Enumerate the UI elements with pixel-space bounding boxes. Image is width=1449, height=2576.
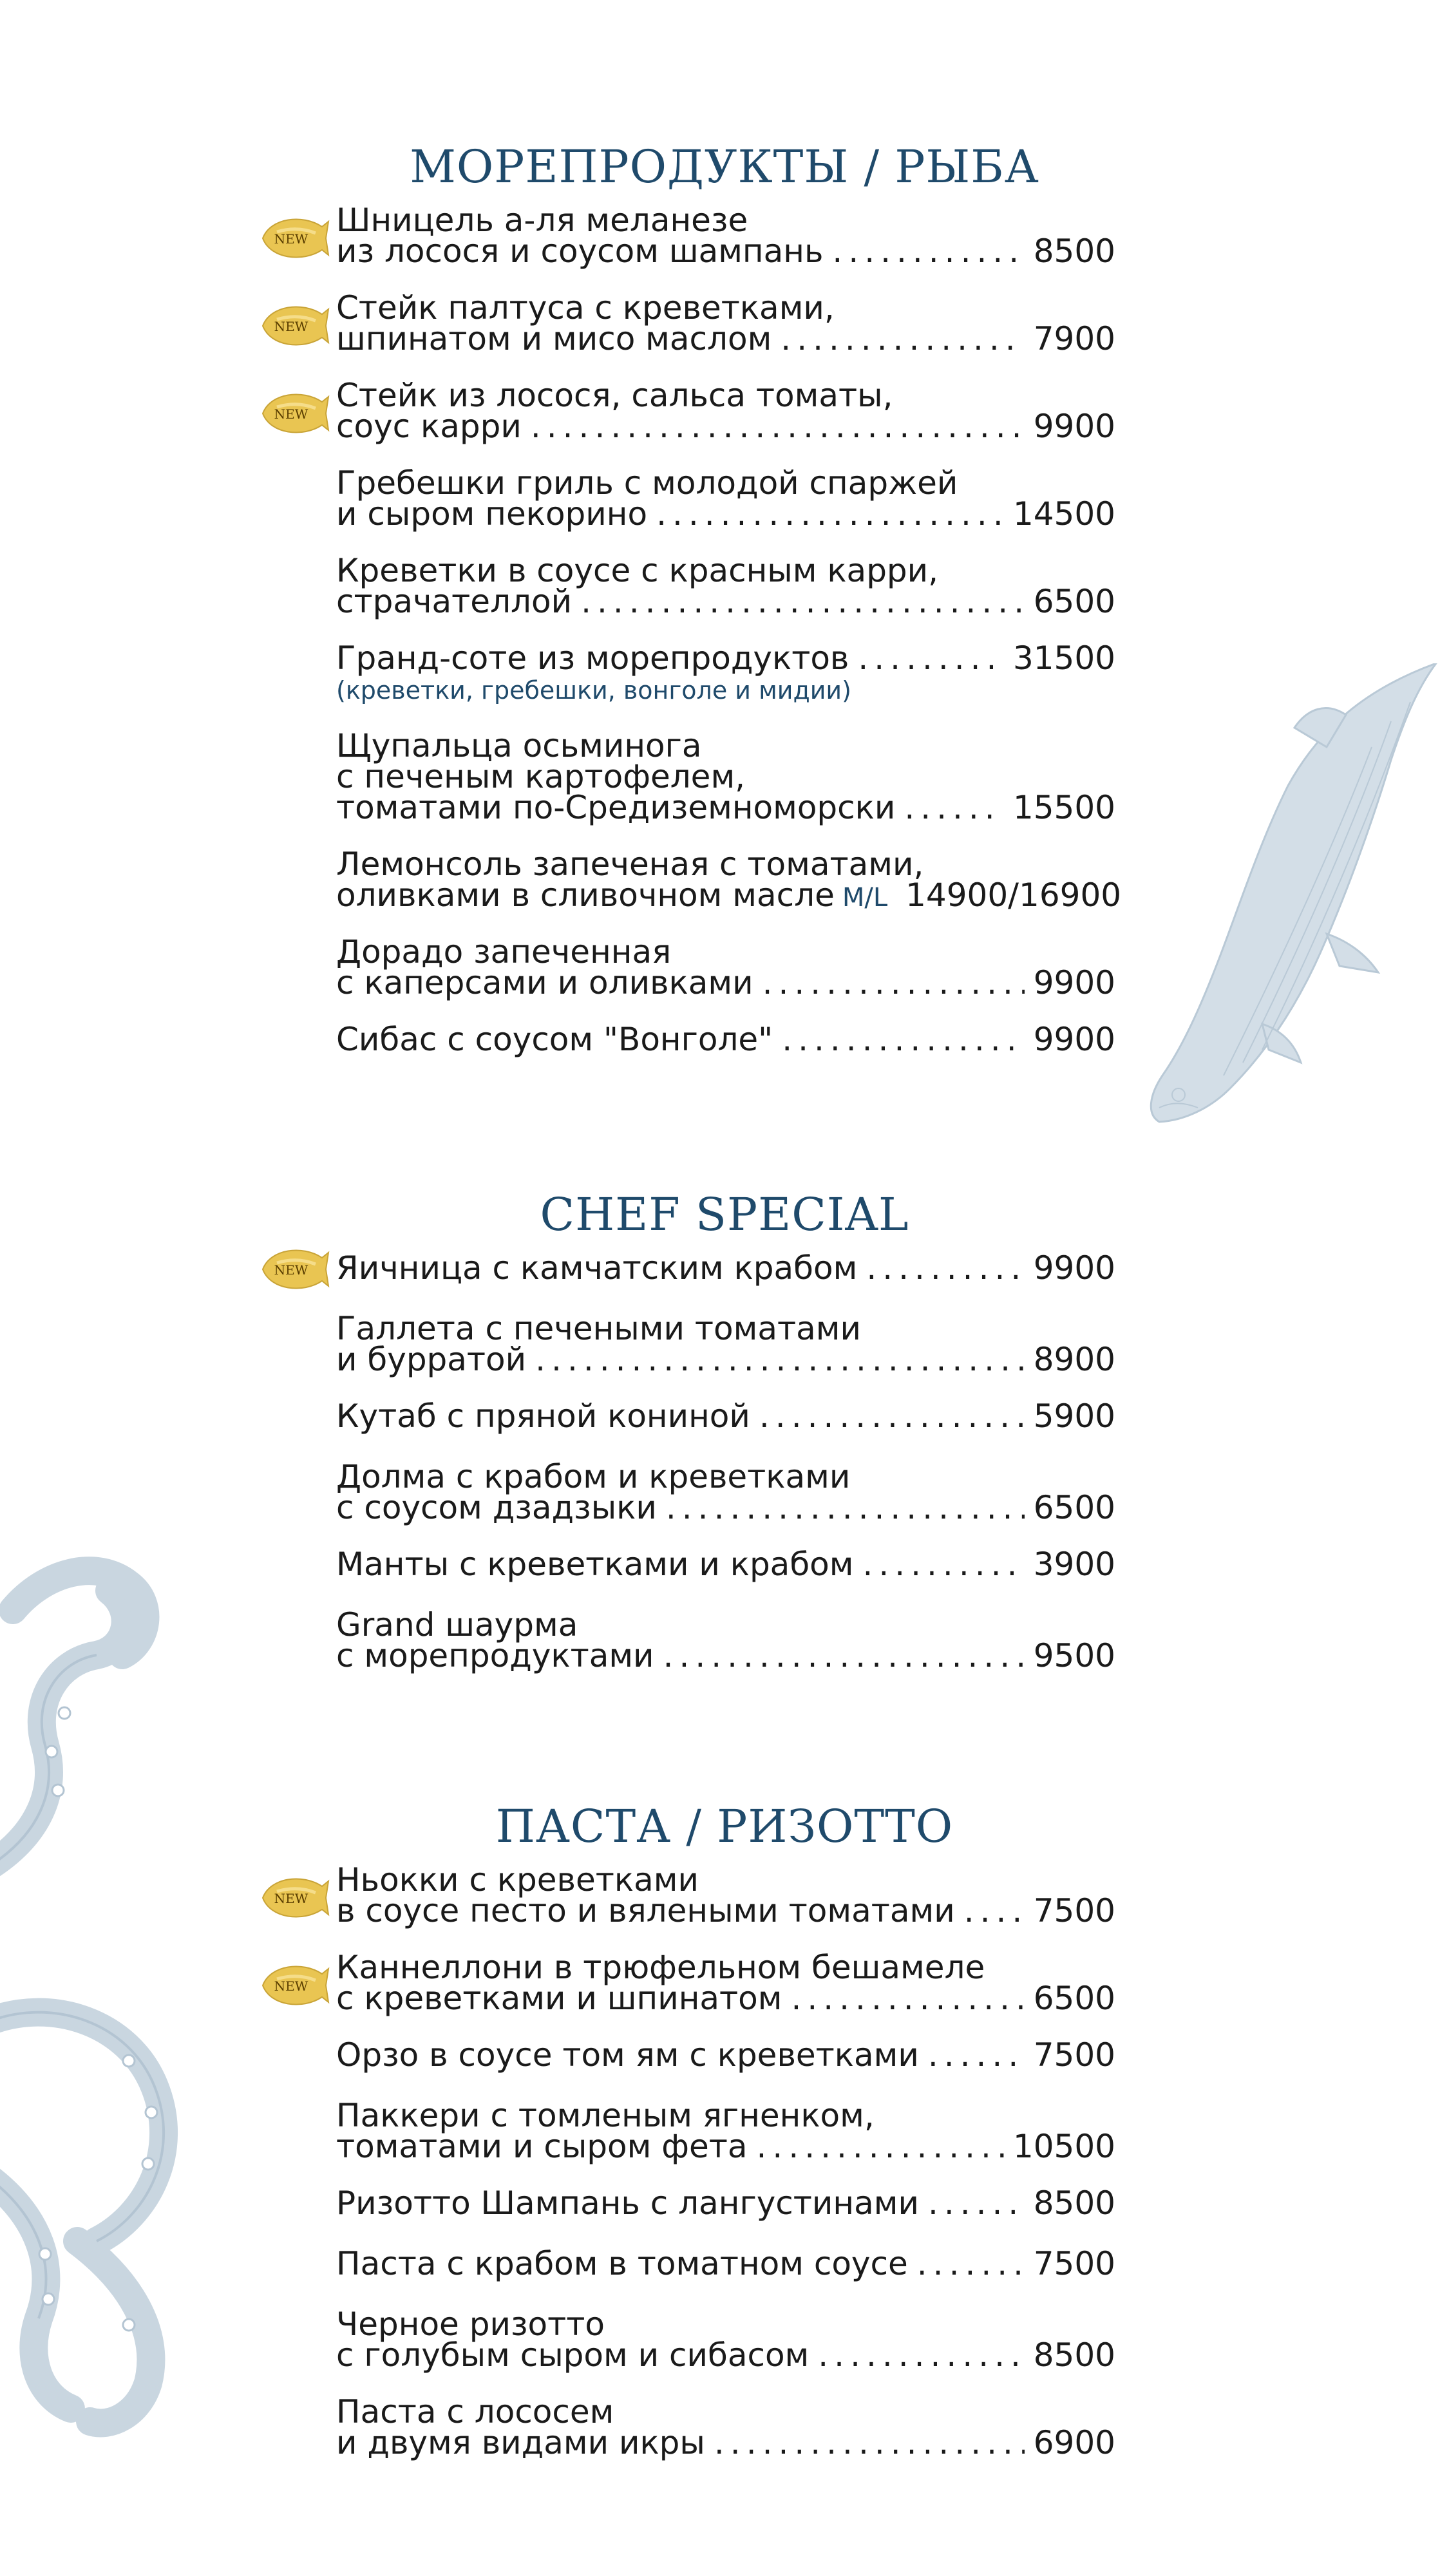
menu-item-name-line: с печеным картофелем, (336, 758, 746, 795)
menu-item-name-line: из лосося и соусом шампань (336, 232, 824, 270)
section-title-chef-special: CHEF SPECIAL (540, 1188, 909, 1241)
menu-item-name-line: шпинатом и мисо маслом (336, 320, 772, 357)
menu-item (336, 2184, 1115, 2222)
menu-item (336, 552, 1115, 620)
dot-leader (782, 1024, 1025, 1055)
menu-item-price: 15500 (1012, 789, 1115, 826)
menu-item-price: 7500 (1033, 1892, 1115, 1929)
menu-item-name-line: с голубым сыром и сибасом (336, 2336, 810, 2374)
menu-item (336, 202, 1115, 270)
dot-leader (656, 498, 1004, 529)
menu-item-name-line: Ньокки с креветками (336, 1861, 699, 1899)
menu-item (336, 639, 1115, 705)
dot-leader (757, 2131, 1004, 2162)
menu-item (336, 727, 1115, 826)
menu-item (336, 1021, 1115, 1058)
dot-leader (928, 2040, 1025, 2070)
menu-item-name-line: томатами и сыром фета (336, 2128, 748, 2165)
menu-item-name-line: Сибас с соусом "Вонголе" (336, 1021, 773, 1058)
dot-leader (832, 236, 1024, 267)
menu-item-name-line: Лемонсоль запеченая с томатами, (336, 846, 924, 883)
dot-leader (663, 1640, 1025, 1671)
menu-item-name-line: Гребешки гриль с молодой спаржей (336, 464, 958, 502)
new-badge-icon (258, 1244, 330, 1295)
section-title-pasta-risotto: ПАСТА / РИЗОТТО (495, 1800, 954, 1853)
menu-item (336, 2393, 1115, 2461)
menu-item-name-line: Яичница с камчатским крабом (336, 1249, 858, 1287)
menu-item (336, 1861, 1115, 1929)
new-badge-icon (258, 300, 330, 352)
menu-item-price: 6500 (1033, 583, 1115, 620)
menu-item-name-line: Паста с крабом в томатном соусе (336, 2245, 908, 2282)
menu-item-name-line: с морепродуктами (336, 1637, 654, 1674)
menu-item-note: (креветки, гребешки, вонголе и мидии) (336, 676, 851, 705)
menu-item-name-line: Дорадо запеченная (336, 933, 672, 971)
menu-item (336, 846, 1122, 914)
menu-item (336, 377, 1115, 445)
menu-item (336, 289, 1115, 357)
dot-leader (928, 2188, 1025, 2219)
menu-item-name-line: Долма с крабом и креветками (336, 1458, 851, 1495)
menu-item-name-line: и бурратой (336, 1341, 527, 1378)
dot-leader (904, 792, 1004, 823)
menu-item-price: 6900 (1033, 2424, 1115, 2461)
menu-item (336, 1397, 1115, 1435)
menu-item (336, 2306, 1115, 2374)
menu-item-price: 9900 (1033, 408, 1115, 445)
menu-item-name-line: Гранд-соте из морепродуктов (336, 639, 849, 677)
new-badge-icon (258, 1960, 330, 2011)
menu-item (336, 1606, 1115, 1674)
menu-item-name-line: и двумя видами икры (336, 2424, 705, 2461)
menu-item (336, 2036, 1115, 2074)
menu-item-name-line: Каннеллони в трюфельном бешамеле (336, 1949, 985, 1986)
menu-item-price: 31500 (1012, 639, 1115, 677)
menu-item-name-line: Паста с лососем (336, 2393, 614, 2430)
new-badge-label: NEW (274, 406, 308, 422)
menu-item-name-line: с креветками и шпинатом (336, 1980, 782, 2017)
menu-item-price: 9900 (1033, 964, 1115, 1001)
menu-item-price: 14500 (1012, 495, 1115, 533)
new-badge-label: NEW (274, 319, 308, 334)
menu-item-name-line: Ризотто Шампань с лангустинами (336, 2184, 919, 2222)
fish-icon (1133, 663, 1449, 1127)
dot-leader (791, 1983, 1024, 2014)
menu-item-name-line: Манты с креветками и крабом (336, 1546, 854, 1583)
dot-leader (917, 2248, 1025, 2279)
menu-item-price: 6500 (1033, 1489, 1115, 1526)
menu-item-name-line: Стейк палтуса с креветками, (336, 289, 835, 327)
menu-item-name-line: соус карри (336, 408, 522, 445)
menu-item-name-line: томатами по-Средиземноморски (336, 789, 896, 826)
menu-item (336, 1949, 1115, 2017)
dot-leader (759, 1401, 1025, 1432)
menu-item-name-line: Креветки в соусе с красным карри, (336, 552, 939, 589)
menu-item-price: 8500 (1033, 2184, 1115, 2222)
menu-item-price: 9500 (1033, 1637, 1115, 1674)
new-badge-icon (258, 213, 330, 264)
new-badge-label: NEW (274, 1262, 308, 1278)
menu-item (336, 1249, 1115, 1287)
menu-item-price: 9900 (1033, 1021, 1115, 1058)
menu-item (336, 2245, 1115, 2282)
dot-leader (862, 1549, 1024, 1580)
dot-leader (762, 967, 1025, 998)
menu-item (336, 2097, 1115, 2165)
dot-leader (666, 1492, 1025, 1523)
menu-item-name-line: Паккери с томленым ягненком, (336, 2097, 875, 2134)
menu-item-name-line: оливками в сливочном масле M/L (336, 876, 888, 914)
menu-item (336, 933, 1115, 1001)
new-badge-icon (258, 1872, 330, 1924)
new-badge-label: NEW (274, 1891, 308, 1906)
menu-item-name-line: Черное ризотто (336, 2306, 605, 2343)
menu-item-name-line: с каперсами и оливками (336, 964, 753, 1001)
menu-item-name-line: Галлета с печеными томатами (336, 1310, 861, 1347)
menu-item-price: 9900 (1033, 1249, 1115, 1287)
menu-item (336, 1458, 1115, 1526)
menu-item-price: 7500 (1033, 2036, 1115, 2074)
menu-item-name-line: с соусом дзадзыки (336, 1489, 657, 1526)
menu-item-price: 7500 (1033, 2245, 1115, 2282)
menu-item-name-line: в соусе песто и вялеными томатами (336, 1892, 955, 1929)
new-badge-label: NEW (274, 1978, 308, 1994)
dot-leader (781, 323, 1024, 354)
menu-item-name-line: Стейк из лосося, сальса томаты, (336, 377, 893, 414)
menu-item-price: 7900 (1033, 320, 1115, 357)
menu-item-name-line: Щупальца осьминога (336, 727, 702, 764)
new-badge-label: NEW (274, 231, 308, 247)
new-badge-icon (258, 388, 330, 439)
menu-item-price: 3900 (1033, 1546, 1115, 1583)
menu-item-name-line: страчателлой (336, 583, 573, 620)
section-title-seafood-fish: МОРЕПРОДУКТЫ / РЫБА (410, 140, 1039, 193)
menu-item-price: 6500 (1033, 1980, 1115, 2017)
menu-item-price: 8500 (1033, 2336, 1115, 2374)
menu-item-name-line: Орзо в соусе том ям с креветками (336, 2036, 919, 2074)
dot-leader (964, 1895, 1025, 1926)
dot-leader (818, 2340, 1024, 2371)
menu-item-price: 14900/16900 (905, 876, 1122, 914)
dot-leader (858, 643, 1004, 674)
dot-leader (866, 1253, 1024, 1283)
dot-leader (581, 586, 1025, 617)
menu-item-name-line: Шницель а-ля меланезе (336, 202, 748, 239)
menu-item-price: 8900 (1033, 1341, 1115, 1378)
menu-item (336, 1310, 1115, 1378)
menu-item (336, 1546, 1115, 1583)
octopus-icon (0, 1533, 219, 2447)
menu-item-name-line: Кутаб с пряной кониной (336, 1397, 750, 1435)
dot-leader (535, 1344, 1025, 1375)
dot-leader (531, 411, 1025, 442)
dot-leader (714, 2427, 1025, 2458)
menu-item-name-line: и сыром пекорино (336, 495, 648, 533)
menu-item-price: 5900 (1033, 1397, 1115, 1435)
menu-item-size: M/L (842, 883, 888, 913)
menu-item-price: 8500 (1033, 232, 1115, 270)
menu-item-price: 10500 (1012, 2128, 1115, 2165)
menu-item-name-line: Grand шаурма (336, 1606, 578, 1643)
menu-item (336, 464, 1115, 533)
